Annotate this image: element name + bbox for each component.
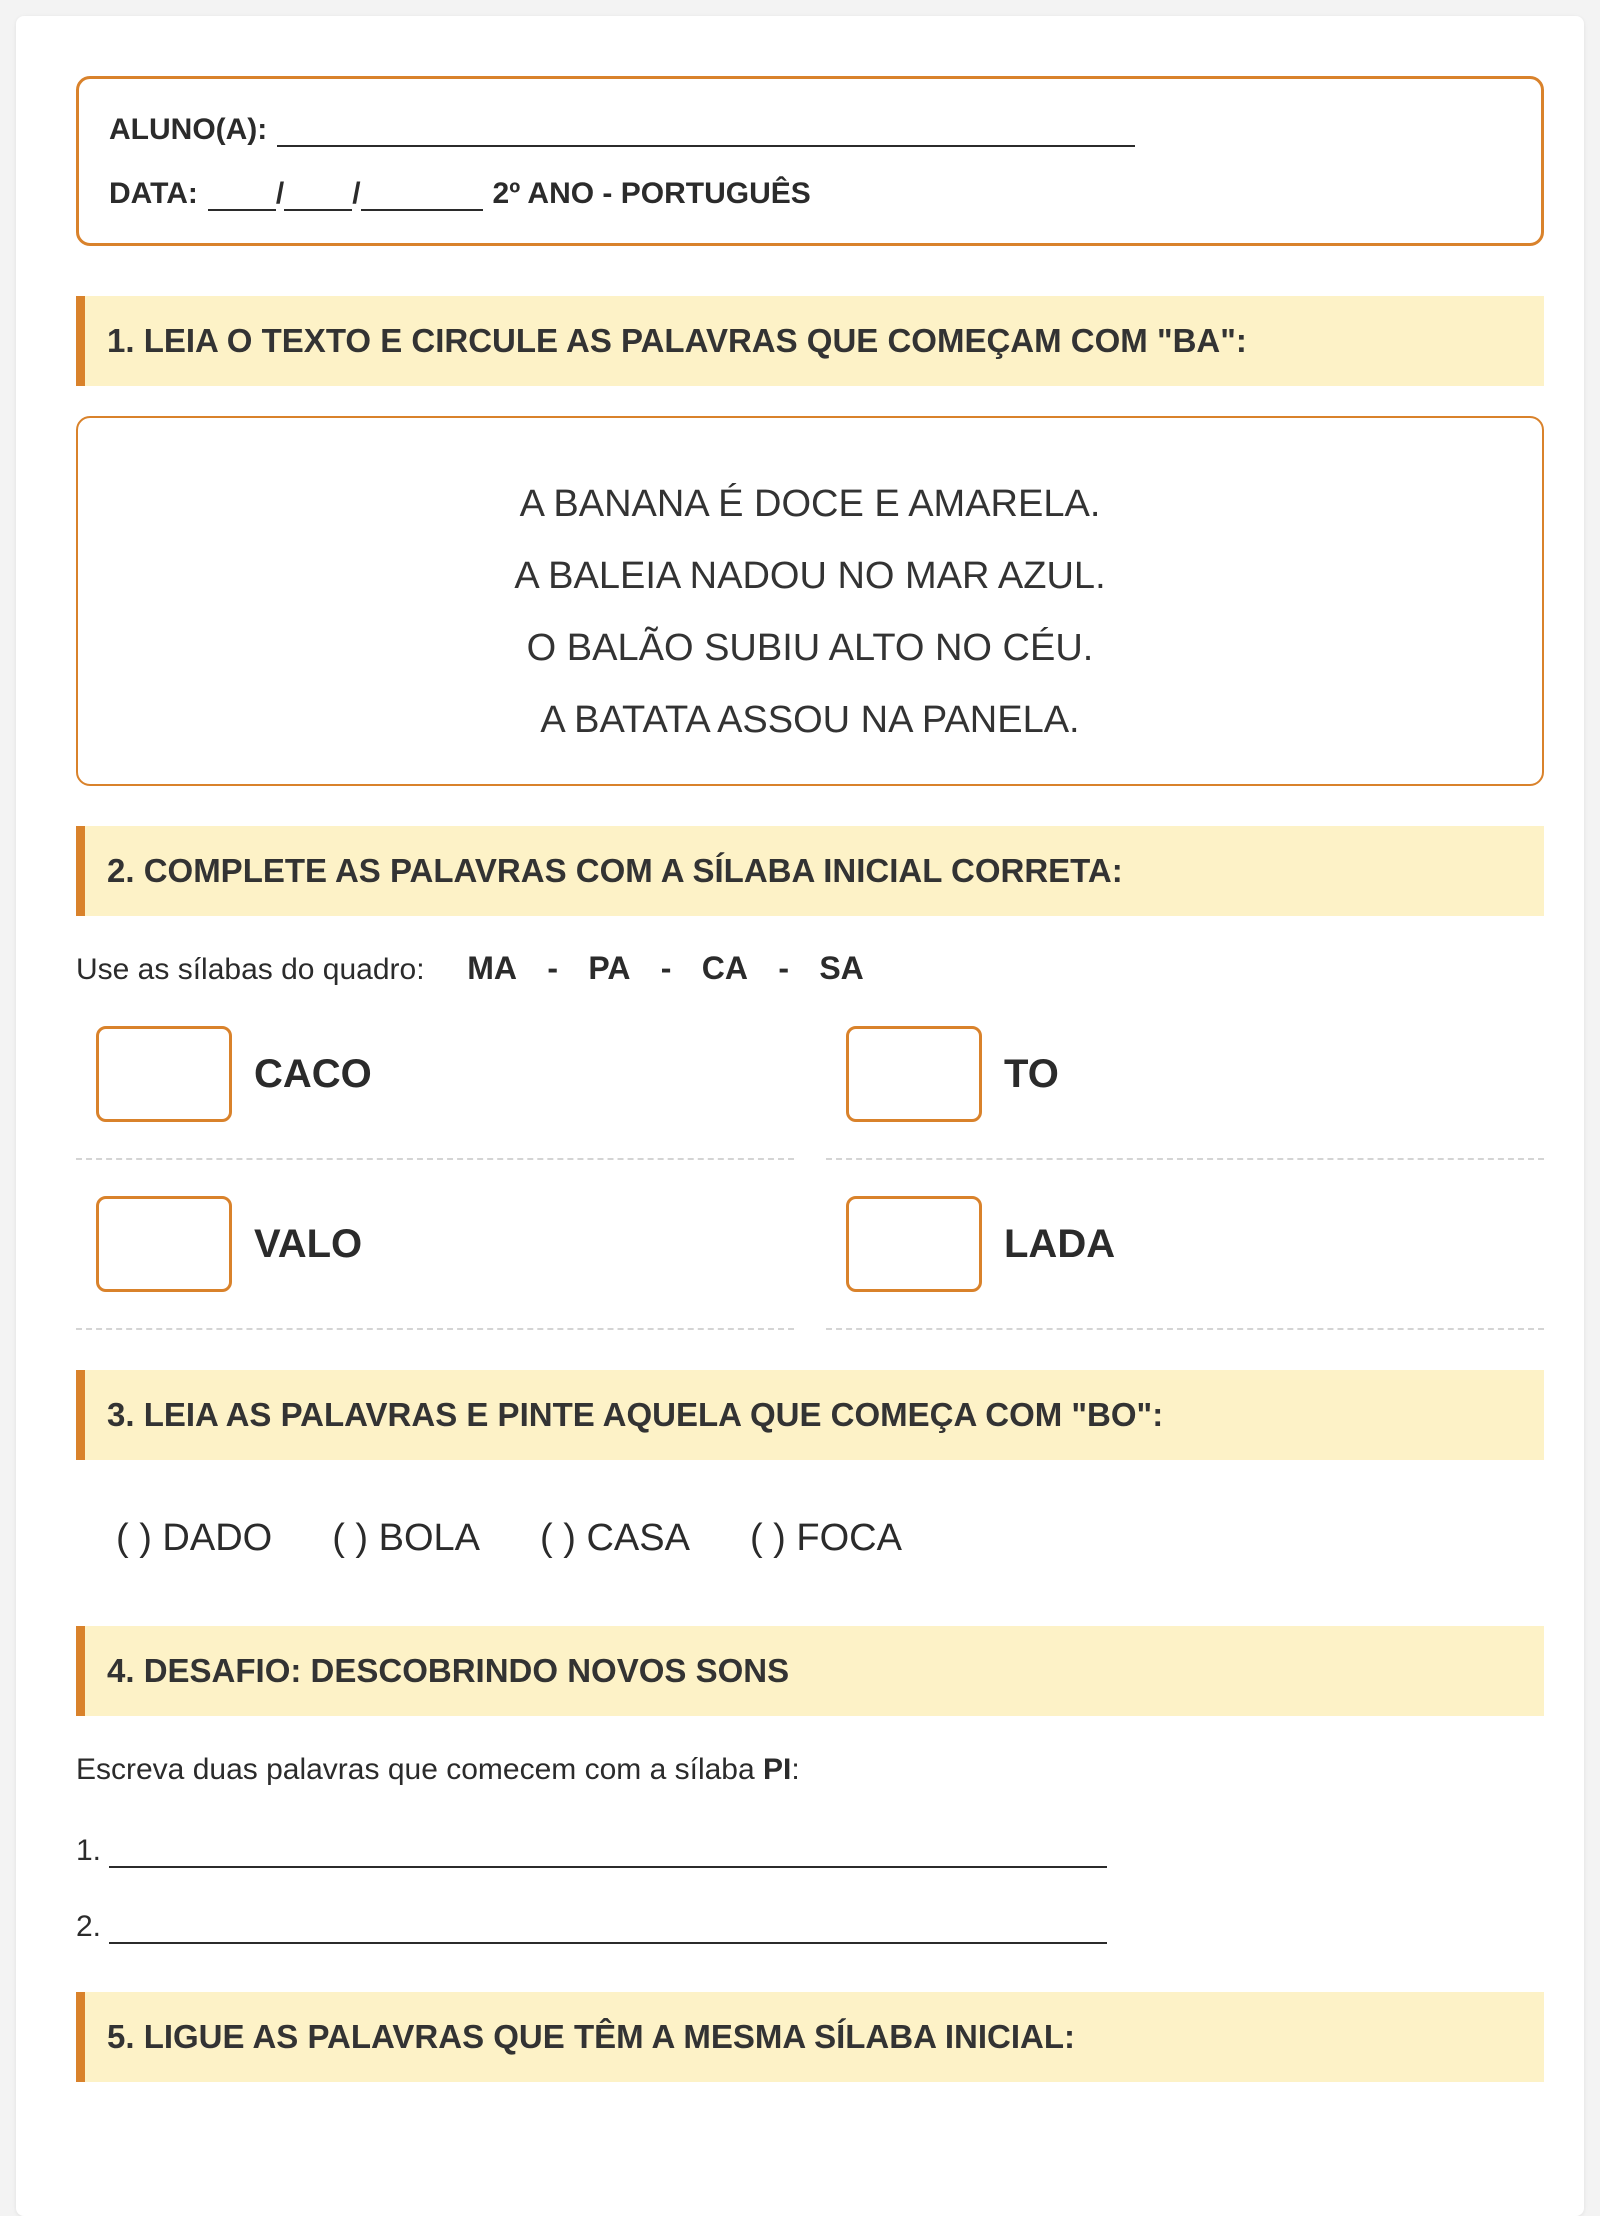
challenge-syllable: PI: [763, 1753, 792, 1786]
date-year-blank[interactable]: [361, 179, 483, 211]
option-foca[interactable]: ( ) FOCA: [749, 1516, 902, 1559]
answer-line-label: 2.: [76, 1910, 102, 1943]
syllable-answer-box[interactable]: [846, 1026, 982, 1122]
date-slash-1: /: [275, 177, 285, 210]
answer-line-1: [76, 1824, 1544, 1868]
section-1-title: 1. LEIA O TEXTO E CIRCULE AS PALAVRAS QUE COMEÇAM COM "BA":: [76, 296, 1544, 386]
challenge-instruction-text: Escreva duas palavras que comecem com a sílaba: [76, 1753, 755, 1786]
word-item: [826, 990, 1544, 1160]
answer-line-label: 1.: [76, 1834, 102, 1867]
option-casa[interactable]: ( ) CASA: [540, 1516, 690, 1559]
reading-line: A BANANA É DOCE E AMARELA.: [519, 483, 1101, 525]
answer-blank[interactable]: [109, 1912, 1107, 1944]
word-item: [76, 1160, 794, 1330]
answer-line-2: [76, 1900, 1544, 1944]
option-bola[interactable]: ( ) BOLA: [332, 1516, 481, 1559]
grade-subject: 2º ANO - PORTUGUÊS: [492, 177, 811, 210]
syllable-separator: -: [547, 950, 558, 986]
student-header-box: [76, 76, 1544, 246]
student-label: ALUNO(A):: [109, 113, 268, 146]
syllable-sa: SA: [819, 950, 864, 986]
word-ending: LADA: [1004, 1221, 1116, 1266]
option-dado[interactable]: ( ) DADO: [116, 1516, 273, 1559]
student-name-blank[interactable]: [277, 115, 1135, 147]
word-options: [76, 1510, 1544, 1566]
syllable-separator: -: [778, 950, 789, 986]
date-slash-2: /: [352, 177, 361, 210]
word-ending: CACO: [254, 1051, 372, 1096]
section-5-title: 5. LIGUE AS PALAVRAS QUE TÊM A MESMA SÍLABA INICIAL:: [76, 1992, 1544, 2082]
reading-line: A BALEIA NADOU NO MAR AZUL.: [514, 555, 1106, 597]
date-month-blank[interactable]: [284, 179, 352, 211]
syllable-answer-box[interactable]: [96, 1196, 232, 1292]
syllable-answer-box[interactable]: [96, 1026, 232, 1122]
worksheet-page: [16, 16, 1584, 2216]
challenge-instruction: [76, 1748, 1544, 1792]
reading-line: O BALÃO SUBIU ALTO NO CÉU.: [526, 627, 1094, 669]
word-item: [826, 1160, 1544, 1330]
word-ending: VALO: [254, 1221, 363, 1266]
syllables-instruction: [76, 946, 1544, 990]
syllable-ca: CA: [701, 950, 748, 986]
date-label: DATA:: [109, 177, 198, 210]
student-name-line: [109, 111, 1511, 147]
date-line: [109, 175, 1511, 211]
word-completion-grid: [76, 990, 1544, 1330]
syllable-separator: -: [660, 950, 672, 986]
challenge-colon: :: [791, 1753, 800, 1786]
section-2-title: 2. COMPLETE AS PALAVRAS COM A SÍLABA INICIAL CORRETA:: [76, 826, 1544, 916]
date-day-blank[interactable]: [208, 179, 276, 211]
syllable-pa: PA: [588, 950, 631, 986]
syllables-instruction-text: Use as sílabas do quadro:: [76, 953, 425, 986]
section-4-title: 4. DESAFIO: DESCOBRINDO NOVOS SONS: [76, 1626, 1544, 1716]
word-item: [76, 990, 794, 1160]
reading-text-box: [76, 416, 1544, 786]
word-ending: TO: [1004, 1051, 1059, 1096]
section-3-title: 3. LEIA AS PALAVRAS E PINTE AQUELA QUE COMEÇA COM "BO":: [76, 1370, 1544, 1460]
reading-line: A BATATA ASSOU NA PANELA.: [540, 699, 1080, 741]
syllable-answer-box[interactable]: [846, 1196, 982, 1292]
answer-blank[interactable]: [109, 1836, 1107, 1868]
syllable-ma: MA: [467, 950, 517, 986]
worksheet-content: [76, 76, 1544, 2082]
